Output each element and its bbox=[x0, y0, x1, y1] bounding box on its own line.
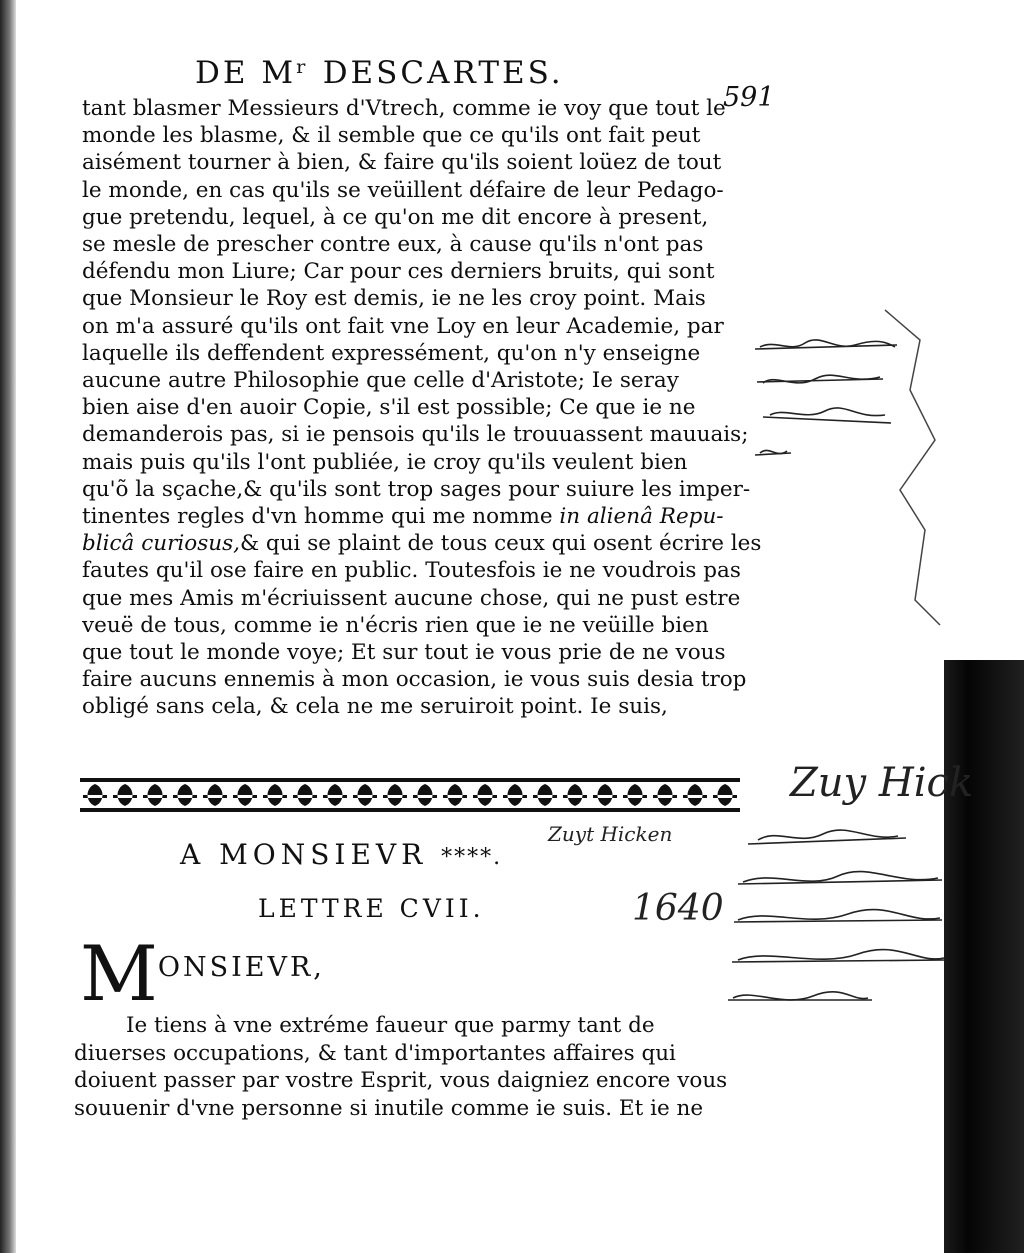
text-line: Ie tiens à vne extréme faueur que parmy tant de bbox=[126, 1013, 655, 1038]
ornament-motif bbox=[353, 784, 377, 806]
text-line: laquelle ils deffendent expressément, qu'on n'y enseigne bbox=[82, 340, 701, 366]
ornament-motif bbox=[83, 784, 107, 806]
text-line: aisément tourner à bien, & faire qu'ils soient loüez de tout bbox=[82, 150, 722, 176]
drop-cap: M bbox=[80, 929, 158, 1018]
text-line: qu'õ la sçache,& qu'ils sont trop sages pour suiure les imper- bbox=[82, 476, 751, 502]
ornament-motif bbox=[683, 784, 707, 806]
text-line: obligé sans cela, & cela ne me seruiroit point. Ie suis, bbox=[82, 694, 668, 720]
text-line: demanderois pas, si ie pensois qu'ils le trouuassent mauuais; bbox=[82, 422, 749, 448]
text-line: que tout le monde voye; Et sur tout ie vous prie de ne vous bbox=[82, 640, 726, 666]
ornament-motif bbox=[713, 784, 737, 806]
ornament-motif bbox=[503, 784, 527, 806]
text-line: veuë de tous, comme ie n'écris rien que ie ne veüille bien bbox=[82, 612, 709, 638]
text-line: se mesle de prescher contre eux, à cause qu'ils n'ont pas bbox=[82, 232, 704, 258]
text-fragment: & qui se plaint de tous ceux qui osent écrire les bbox=[239, 531, 762, 557]
ornament-motif bbox=[263, 784, 287, 806]
ornament-motif bbox=[173, 784, 197, 806]
salutation-text: ONSIEVR, bbox=[157, 952, 325, 983]
ornament-motif bbox=[443, 784, 467, 806]
ornament-motif bbox=[383, 784, 407, 806]
ornament-motif bbox=[233, 784, 257, 806]
ornament-motif bbox=[473, 784, 497, 806]
addressee-text: A MONSIEVR bbox=[180, 838, 428, 871]
struck-margin-notes-upper bbox=[755, 335, 900, 470]
page-margin-upper bbox=[900, 0, 1024, 300]
running-title: DE Mʳ DESCARTES. bbox=[195, 55, 564, 91]
latin-phrase: blicâ curiosus, bbox=[82, 531, 240, 557]
struck-margin-notes-lower bbox=[728, 820, 948, 1020]
handwritten-name-large: Zuy Hick bbox=[790, 760, 974, 806]
handwritten-name-small: Zuyt Hicken bbox=[548, 822, 673, 846]
letter-opening-text bbox=[74, 1012, 729, 1122]
continuation-text bbox=[82, 95, 767, 721]
text-line: tant blasmer Messieurs d'Vtrech, comme ie voy que tout le bbox=[82, 96, 726, 121]
latin-phrase: in alienâ Repu- bbox=[559, 504, 724, 530]
ornament-motif bbox=[113, 784, 137, 806]
text-line: souuenir d'vne personne si inutile comme ie suis. Et ie ne bbox=[74, 1095, 704, 1121]
text-line: doiuent passer par vostre Esprit, vous daigniez encore vous bbox=[74, 1068, 728, 1093]
ornament-motif bbox=[563, 784, 587, 806]
salutation bbox=[80, 929, 325, 1018]
text-line: le monde, en cas qu'ils se veüillent défaire de leur Pedago- bbox=[82, 177, 724, 203]
text-line bbox=[82, 503, 767, 530]
ornament-motif bbox=[623, 784, 647, 806]
text-line: gue pretendu, lequel, à ce qu'on me dit encore à present, bbox=[82, 204, 709, 230]
ornament-motif bbox=[413, 784, 437, 806]
ornament-motif bbox=[143, 784, 167, 806]
ornament-motif bbox=[653, 784, 677, 806]
scan-edge-left bbox=[0, 0, 16, 1253]
letter-number: LETTRE CVII. bbox=[258, 894, 485, 923]
ornament-motif bbox=[323, 784, 347, 806]
text-line: mais puis qu'ils l'ont publiée, ie croy qu'ils veulent bien bbox=[82, 449, 688, 475]
text-line: défendu mon Liure; Car pour ces derniers bruits, qui sont bbox=[82, 259, 715, 285]
ornament-motif bbox=[293, 784, 317, 806]
ornament-motif bbox=[593, 784, 617, 806]
ornament-band bbox=[80, 772, 740, 818]
text-line: bien aise d'en auoir Copie, s'il est possible; Ce que ie ne bbox=[82, 395, 696, 421]
page-number: 591 bbox=[723, 82, 775, 113]
handwritten-year: 1640 bbox=[632, 888, 724, 929]
text-line: faire aucuns ennemis à mon occasion, ie vous suis desia trop bbox=[82, 667, 747, 693]
text-line: que Monsieur le Roy est demis, ie ne les croy point. Mais bbox=[82, 286, 706, 312]
text-fragment: tinentes regles d'vn homme qui me nomme bbox=[82, 504, 553, 530]
text-line: fautes qu'il ose faire en public. Toutesfois ie ne voudrois pas bbox=[82, 558, 741, 584]
text-line: que mes Amis m'écriuissent aucune chose, qui ne pust estre bbox=[82, 585, 741, 611]
text-line: on m'a assuré qu'ils ont fait vne Loy en leur Academie, par bbox=[82, 313, 724, 339]
ornament-motif bbox=[203, 784, 227, 806]
text-line: diuerses occupations, & tant d'importantes affaires qui bbox=[74, 1040, 676, 1066]
text-line: monde les blasme, & il semble que ce qu'ils ont fait peut bbox=[82, 123, 701, 149]
ornament-motif bbox=[533, 784, 557, 806]
text-line bbox=[82, 530, 767, 557]
text-line: aucune autre Philosophie que celle d'Aristote; Ie seray bbox=[82, 368, 679, 394]
addressee-stars: ****. bbox=[441, 845, 503, 870]
